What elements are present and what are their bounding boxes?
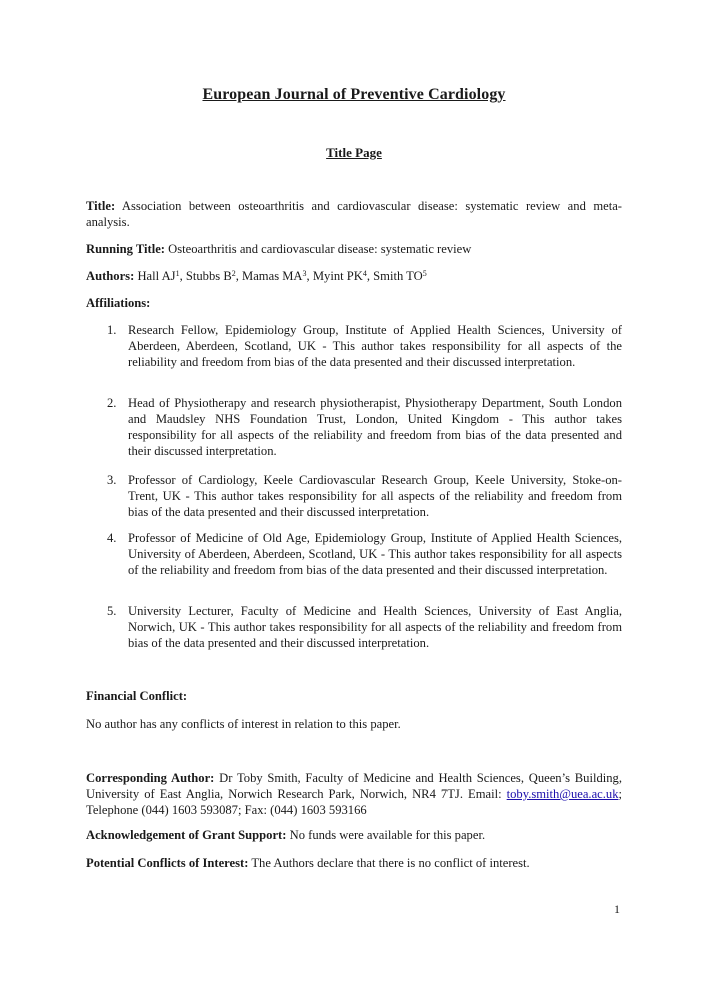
authors-label: Authors:: [86, 269, 135, 283]
affiliation-number: 4.: [107, 531, 117, 545]
author: Hall $AJ^1$,: [137, 269, 186, 283]
title-text: Association between osteoarthritis and cardiovascular disease: systematic review and meta-analysis.: [86, 199, 622, 229]
potential-conflicts-section: [86, 855, 622, 871]
corresponding-author-text: Dr Toby Smith, Faculty of Medicine and Health Sciences, Queen’s Building, University of East Anglia, Norwich Research Park, Norwich, NR4 7TJ. Email:: [86, 771, 622, 801]
corresponding-author-section: [86, 770, 622, 818]
financial-conflict-text: No author has any conflicts of interest in relation to this paper.: [86, 717, 401, 731]
journal-title: European Journal of Preventive Cardiology: [202, 86, 506, 103]
corresponding-author-label: Corresponding Author:: [86, 771, 215, 785]
affiliation-text: Professor of Medicine of Old Age, Epidemiology Group, Institute of Applied Health Sciences, University of Aberdeen, Aberdeen, Scotland, UK - This author takes responsibility for all aspects of the reliability and freedom from bias of the data presented and their discussed interpretation.: [128, 531, 622, 577]
affiliation-number: 2.: [107, 396, 117, 410]
running-title-section: [86, 241, 622, 257]
email-link[interactable]: toby.smith@uea.ac.uk: [506, 787, 619, 801]
affiliation-text: Professor of Cardiology, Keele Cardiovascular Research Group, Keele University, Stoke-on-Trent, UK - This author takes responsibility for all aspects of the reliability and freedom from bias of the data presented and their discussed interpretation.: [128, 473, 622, 519]
affiliation-number: 1.: [107, 323, 117, 337]
affiliation-text: University Lecturer, Faculty of Medicine and Health Sciences, University of East Anglia, Norwich, UK - This author takes responsibility for all aspects of the reliability and freedom from bias of the data presented and their discussed interpretation.: [128, 604, 622, 650]
affiliations-label: Affiliations:: [86, 296, 151, 310]
running-title-text: Osteoarthritis and cardiovascular disease: systematic review: [164, 242, 472, 256]
author: Mamas $MA^3$,: [242, 269, 313, 283]
page-number: 1: [614, 902, 620, 916]
author: Myint $PK^4$,: [312, 269, 374, 283]
financial-conflict-label: Financial Conflict:: [86, 689, 188, 703]
author: Smith $TO^5$: [373, 269, 427, 283]
title-label: Title:: [86, 199, 116, 213]
potential-conflicts-label: Potential Conflicts of Interest:: [86, 856, 249, 870]
affiliation-text: Head of Physiotherapy and research physiotherapist, Physiotherapy Department, South London and Maudsley NHS Foundation Trust, London, United Kingdom - This author takes responsibility for all aspects of the reliability and freedom from bias of the data presented and their discussed interpretation.: [128, 396, 622, 458]
grant-support-text: No funds were available for this paper.: [286, 828, 486, 842]
page-heading: Title Page: [326, 145, 382, 160]
potential-conflicts-text: The Authors declare that there is no conflict of interest.: [248, 856, 530, 870]
grant-support-label: Acknowledgement of Grant Support:: [86, 828, 287, 842]
grant-support-section: [86, 827, 622, 843]
affiliation-text: Research Fellow, Epidemiology Group, Institute of Applied Health Sciences, University of Aberdeen, Aberdeen, Scotland, UK - This author takes responsibility for all aspects of the reliability and freedom from bias of the data presented and their discussed interpretation.: [128, 323, 622, 369]
affiliation-number: 3.: [107, 473, 117, 487]
title-section: [86, 198, 622, 230]
contact-numbers: ; Telephone (044) 1603 593087; Fax: (044) 1603 593166: [86, 787, 622, 817]
author: Stubbs $B^2$,: [185, 269, 243, 283]
authors-section: [86, 268, 622, 284]
affiliation-number: 5.: [107, 604, 117, 618]
running-title-label: Running Title:: [86, 242, 165, 256]
